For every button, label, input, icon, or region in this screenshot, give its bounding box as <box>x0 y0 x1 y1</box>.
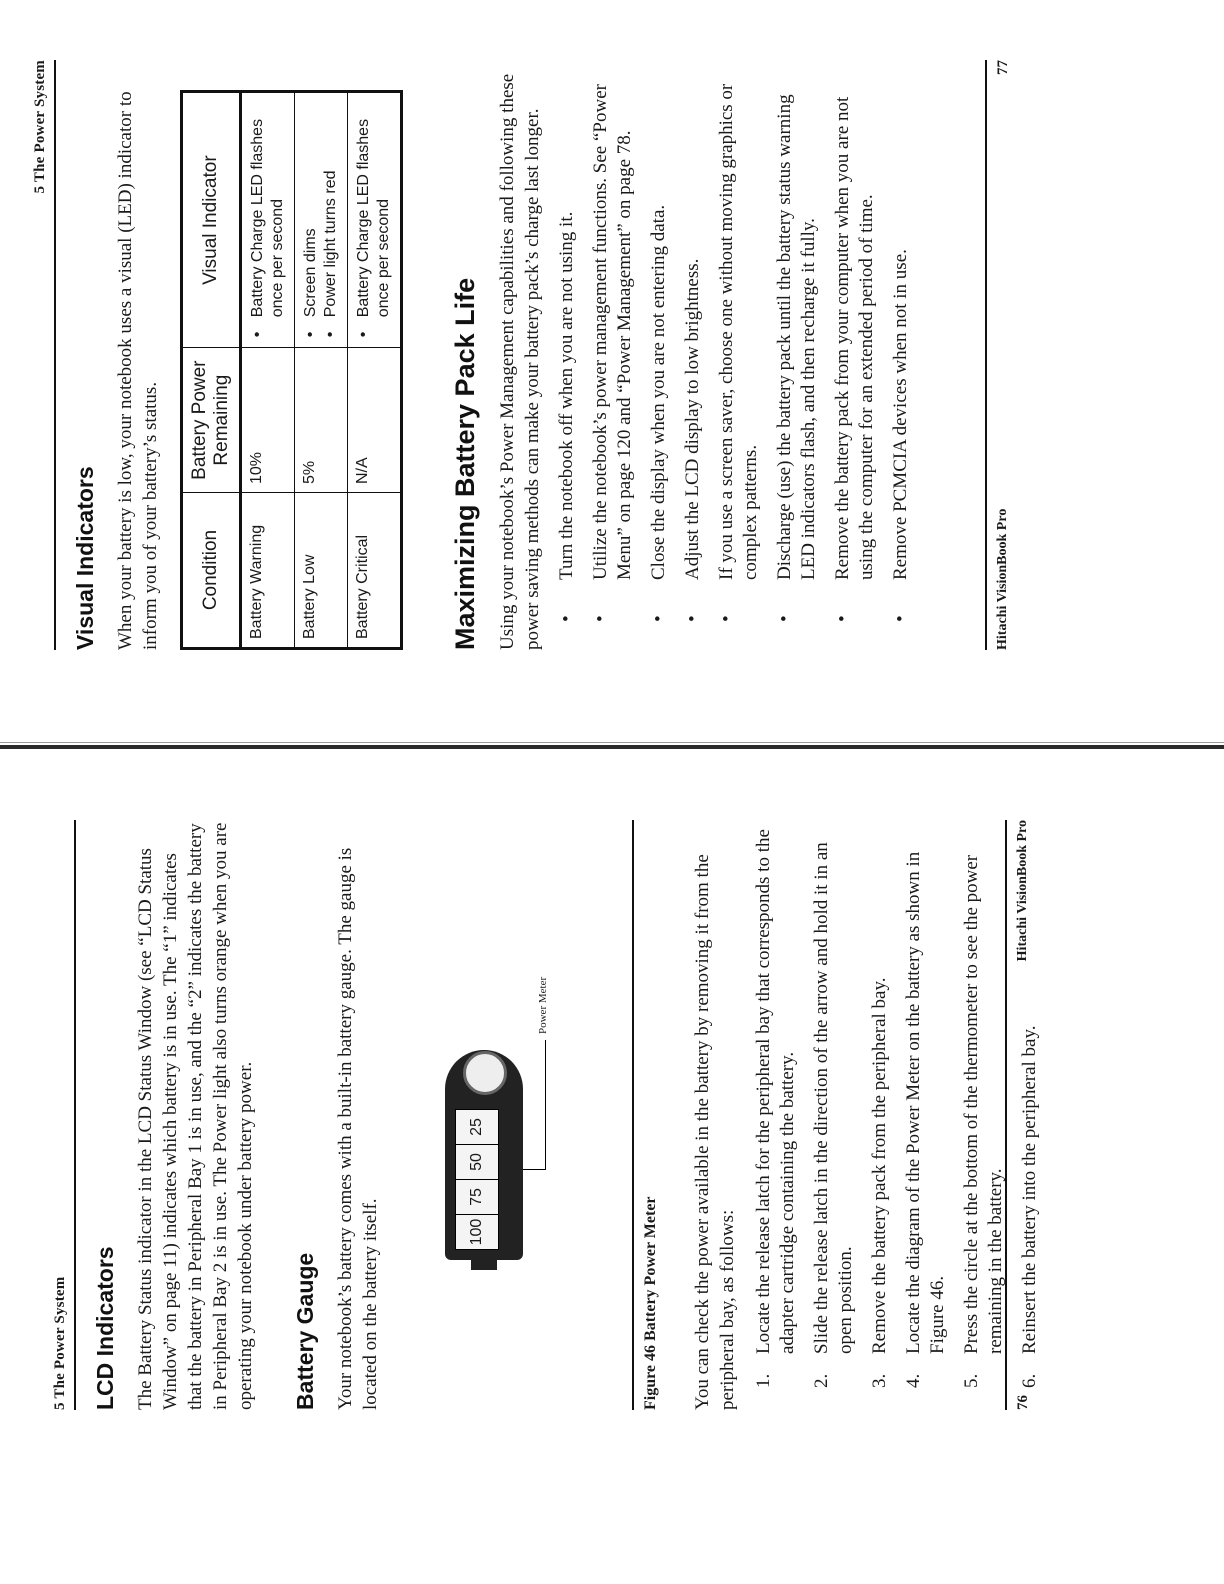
meter-mark-75: 75 <box>456 1179 498 1214</box>
list-item: • Adjust the LCD display to low brightness. <box>681 60 705 650</box>
running-head: 5 The Power System <box>32 60 48 194</box>
footer-book-title: Hitachi VisionBook Pro <box>1015 820 1030 962</box>
power-meter-callout: Power Meter <box>537 976 549 1034</box>
list-item: 4. Locate the diagram of the Power Meter on the battery as shown in Figure 46. <box>903 851 948 1388</box>
cell-remaining: N/A <box>348 348 402 493</box>
column-header-remaining: Battery Power Remaining <box>182 348 241 493</box>
running-head: 5 The Power System <box>52 1276 68 1410</box>
maximizing-section <box>450 60 923 650</box>
table-row <box>241 92 295 649</box>
cell-condition: Battery Warning <box>241 493 295 649</box>
column-header-indicator: Visual Indicator <box>182 92 241 348</box>
status-table-wrap <box>180 60 403 650</box>
footer-rule <box>985 60 987 650</box>
cell-indicator <box>295 92 348 348</box>
indicator-item: • Power light turns red <box>321 101 341 339</box>
check-power-intro: You can check the power available in the battery by removing it from the peripheral bay, as follows: <box>692 854 738 1410</box>
meter-mark-25: 25 <box>468 1118 485 1136</box>
meter-mark-100: 100 <box>456 1214 498 1249</box>
battery-tips-list <box>555 60 913 650</box>
table-row <box>348 92 402 649</box>
list-item: • Remove the battery pack from your computer when you are not using the computer for an extended period of time. <box>831 60 879 650</box>
lcd-indicators-section <box>92 820 258 1410</box>
lcd-indicators-heading: LCD Indicators <box>92 1246 118 1410</box>
power-meter-scale <box>455 1109 499 1250</box>
cell-indicator <box>348 92 402 348</box>
list-item: • If you use a screen saver, choose one without moving graphics or complex patterns. <box>715 60 763 650</box>
list-item: • Remove PCMCIA devices when not in use. <box>889 60 913 650</box>
battery-gauge-heading: Battery Gauge <box>292 1252 318 1410</box>
page-76 <box>40 750 1040 1450</box>
figure-caption: Figure 46 Battery Power Meter <box>642 1196 659 1410</box>
page-77 <box>20 0 1020 690</box>
battery-body <box>445 1050 523 1260</box>
battery-gauge-paragraph: Your notebook’s battery comes with a built-in battery gauge. The gauge is located on the battery itself. <box>335 847 381 1410</box>
list-item: 1. Locate the release latch for the peripheral bay that corresponds to the adapter cartridge containing the battery. <box>753 829 798 1388</box>
book-spine-shadow <box>0 742 1224 743</box>
battery-status-table <box>180 90 403 650</box>
visual-indicators-heading: Visual Indicators <box>72 466 98 650</box>
page-number: 76 <box>1015 1395 1031 1410</box>
cell-condition: Battery Low <box>295 493 348 649</box>
footer-rule <box>1005 820 1007 1410</box>
meter-mark-50: 50 <box>456 1144 498 1179</box>
list-item: • Utilize the notebook’s power management functions. See “Power Menu” on page 120 and “Power Management” on page 78. <box>589 60 637 650</box>
gauge-button-icon <box>463 1051 507 1095</box>
battery-gauge-section <box>292 820 383 1410</box>
figure-caption-rule <box>632 820 634 1410</box>
steps-list <box>752 820 1052 1410</box>
column-header-condition: Condition <box>182 493 241 649</box>
cell-remaining: 5% <box>295 348 348 493</box>
footer-book-title: Hitachi VisionBook Pro <box>995 508 1010 650</box>
maximizing-heading: Maximizing Battery Pack Life <box>450 277 480 650</box>
indicator-item: • Battery Charge LED flashes once per second <box>354 101 394 339</box>
list-item: • Discharge (use) the battery pack until the battery status warning LED indicators flash, and then recharge it fully. <box>773 60 821 650</box>
header-rule <box>74 820 76 1410</box>
visual-indicators-section <box>72 60 163 650</box>
book-spine <box>0 745 1224 749</box>
indicator-item: • Screen dims <box>301 101 321 339</box>
cell-remaining: 10% <box>241 348 295 493</box>
list-item: 6. Reinsert the battery into the peripheral bay. <box>1019 1025 1040 1388</box>
table-header-row <box>182 92 241 649</box>
callout-line <box>523 1169 545 1170</box>
indicator-item: • Battery Charge LED flashes once per second <box>248 101 288 339</box>
maximizing-paragraph: Using your notebook’s Power Management capabilities and following these power saving methods can make your battery pack’s charge last longer. <box>497 73 543 650</box>
callout-line <box>545 1040 546 1170</box>
visual-indicators-paragraph: When your battery is low, your notebook uses a visual (LED) indicator to inform you of your battery’s status. <box>115 91 161 650</box>
cell-indicator <box>241 92 295 348</box>
lcd-indicators-paragraph: The Battery Status indicator in the LCD Status Window (see “LCD Status Window” on page 11) indicates which battery is in use. The “1” indicates that the battery in Peripheral Bay 1 is in use, and the “2” indicates the battery in Peripheral Bay 2 is in use. The Power light also turns orange when you are operating your notebook under battery power. <box>135 822 256 1410</box>
list-item: • Close the display when you are not entering data. <box>647 60 671 650</box>
page-number: 77 <box>995 60 1011 75</box>
cell-condition: Battery Critical <box>348 493 402 649</box>
list-item: 2. Slide the release latch in the direction of the arrow and hold it in an open position. <box>811 842 856 1388</box>
header-rule <box>54 60 56 650</box>
list-item: • Turn the notebook off when you are not using it. <box>555 60 579 650</box>
list-item: 5. Press the circle at the bottom of the thermometer to see the power remaining in the battery. <box>961 854 1006 1388</box>
battery-power-meter-figure <box>445 930 565 1260</box>
table-row <box>295 92 348 649</box>
list-item: 3. Remove the battery pack from the peripheral bay. <box>869 977 890 1388</box>
